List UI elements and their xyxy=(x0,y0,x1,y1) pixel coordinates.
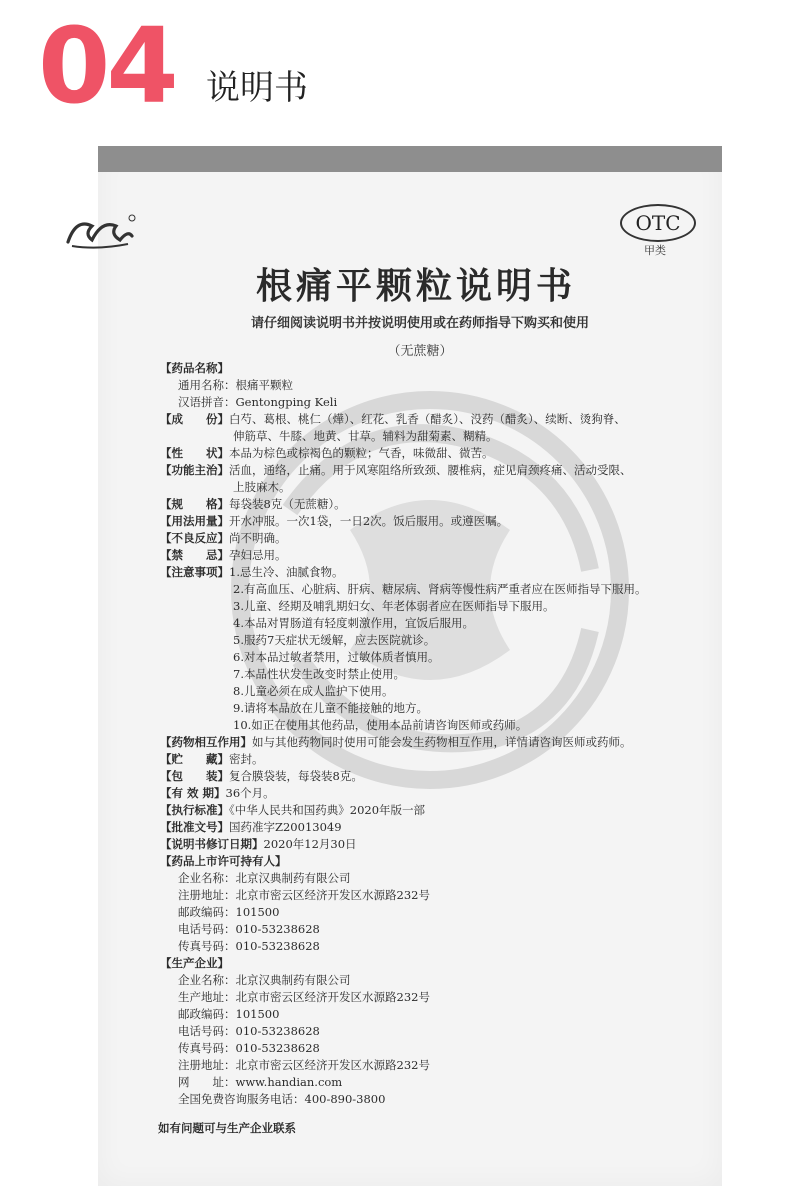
instruction-line xyxy=(233,429,498,444)
instruction-label: 【批准文号】 xyxy=(160,820,229,834)
instruction-line xyxy=(160,820,342,835)
instruction-label: 【贮 藏】 xyxy=(160,752,229,766)
instruction-line xyxy=(178,888,430,903)
instruction-text: 传真号码：010-53238628 xyxy=(178,939,320,953)
instruction-text: 邮政编码：101500 xyxy=(178,1007,280,1021)
brand-logo-icon xyxy=(62,212,136,252)
instruction-text: 全国免费咨询服务电话：400-890-3800 xyxy=(178,1092,386,1106)
instruction-label: 【成 份】 xyxy=(160,412,229,426)
instruction-line xyxy=(160,361,229,376)
instruction-label: 【药品名称】 xyxy=(160,361,229,375)
instruction-line xyxy=(160,837,357,852)
instruction-label: 【药品上市许可持有人】 xyxy=(160,854,287,868)
instruction-line xyxy=(178,922,320,937)
instruction-text: 7.本品性状发生改变时禁止使用。 xyxy=(233,667,405,681)
instruction-text: 1.忌生冷、油腻食物。 xyxy=(229,565,344,579)
instruction-text: 国药准字Z20013049 xyxy=(229,820,342,834)
instruction-text: 活血，通络，止痛。用于风寒阻络所致颈、腰椎病，症见肩颈疼痛、活动受限、 xyxy=(229,463,632,477)
instruction-line xyxy=(233,480,291,495)
instruction-text: 2020年12月30日 xyxy=(263,837,357,851)
instruction-line xyxy=(160,446,494,461)
instruction-label: 【包 装】 xyxy=(160,769,229,783)
instruction-text: 邮政编码：101500 xyxy=(178,905,280,919)
instruction-line xyxy=(178,1058,430,1073)
instruction-text: 10.如正在使用其他药品，使用本品前请咨询医师或药师。 xyxy=(233,718,528,732)
instruction-text: 5.服药7天症状无缓解，应去医院就诊。 xyxy=(233,633,436,647)
instruction-text: 尚不明确。 xyxy=(229,531,287,545)
instruction-text: 2.有高血压、心脏病、肝病、糖尿病、肾病等慢性病严重者应在医师指导下服用。 xyxy=(233,582,647,596)
instruction-line xyxy=(178,990,430,1005)
instruction-line xyxy=(178,378,293,393)
instruction-line xyxy=(160,548,287,563)
instruction-line xyxy=(233,684,393,699)
instruction-text: 上肢麻木。 xyxy=(233,480,291,494)
instruction-label: 【不良反应】 xyxy=(160,531,229,545)
instruction-line xyxy=(160,412,626,427)
instruction-line xyxy=(233,667,405,682)
instruction-line xyxy=(160,956,229,971)
otc-class: 甲类 xyxy=(644,244,666,257)
instruction-text: 汉语拼音：Gentongping Keli xyxy=(178,395,338,409)
instruction-line xyxy=(233,650,439,665)
instruction-line xyxy=(233,718,527,733)
instruction-label: 【用法用量】 xyxy=(160,514,229,528)
instruction-line xyxy=(178,973,351,988)
otc-badge: OTC xyxy=(620,204,696,242)
instruction-line xyxy=(233,582,646,597)
instruction-line xyxy=(160,463,632,478)
instruction-text: 本品为棕色或棕褐色的颗粒；气香，味微甜、微苦。 xyxy=(229,446,494,460)
instruction-line xyxy=(178,905,279,920)
instruction-line xyxy=(160,565,343,580)
instruction-text: 如与其他药物同时使用可能会发生药物相互作用，详情请咨询医师或药师。 xyxy=(252,735,632,749)
instruction-text: 注册地址：北京市密云区经济开发区水源路232号 xyxy=(178,888,430,902)
instruction-text: 开水冲服。一次1袋，一日2次。饭后服用。或遵医嘱。 xyxy=(229,514,509,528)
instruction-text: 8.儿童必须在成人监护下使用。 xyxy=(233,684,394,698)
instruction-text: 4.本品对胃肠道有轻度刺激作用，宜饭后服用。 xyxy=(233,616,474,630)
document-title: 根痛平颗粒说明书 xyxy=(255,266,576,307)
instruction-line xyxy=(233,616,474,631)
instruction-text: 网 址：www.handian.com xyxy=(178,1075,343,1089)
instruction-text: 孕妇忌用。 xyxy=(229,548,287,562)
instruction-text: 《中华人民共和国药典》2020年版一部 xyxy=(229,803,426,817)
instruction-text: 每袋装8克（无蔗糖）。 xyxy=(229,497,346,511)
instruction-line xyxy=(233,633,435,648)
instruction-label: 【性 状】 xyxy=(160,446,229,460)
instruction-label: 【药物相互作用】 xyxy=(160,735,252,749)
instruction-line xyxy=(160,803,425,818)
instruction-line xyxy=(160,735,632,750)
section-number: 04 xyxy=(38,5,175,127)
sheet-top-strip xyxy=(98,146,722,172)
instruction-text: 白芍、葛根、桃仁（燁）、红花、乳香（醋炙）、没药（醋炙）、续断、烫狗脊、 xyxy=(229,412,626,426)
instruction-text: 9.请将本品放在儿童不能接触的地方。 xyxy=(233,701,428,715)
no-sugar-note: （无蔗糖） xyxy=(387,344,453,359)
instruction-line xyxy=(160,531,287,546)
instruction-line xyxy=(178,871,351,886)
instruction-label: 【执行标准】 xyxy=(160,803,229,817)
document-subtitle: 请仔细阅读说明书并按说明使用或在药师指导下购买和使用 xyxy=(250,316,589,331)
instruction-line xyxy=(160,854,287,869)
instruction-line xyxy=(160,497,346,512)
instruction-text: 注册地址：北京市密云区经济开发区水源路232号 xyxy=(178,1058,430,1072)
instruction-line xyxy=(160,769,363,784)
instruction-line xyxy=(233,701,428,716)
instruction-line xyxy=(160,786,275,801)
instruction-text: 电话号码：010-53238628 xyxy=(178,1024,320,1038)
instruction-line xyxy=(178,939,320,954)
instruction-text: 密封。 xyxy=(229,752,264,766)
instruction-label: 【有 效 期】 xyxy=(160,786,226,800)
instruction-line xyxy=(178,395,337,410)
instruction-text: 6.对本品过敏者禁用，过敏体质者慎用。 xyxy=(233,650,440,664)
section-title: 说明书 xyxy=(206,68,308,108)
instruction-line xyxy=(178,1041,320,1056)
instruction-label: 【规 格】 xyxy=(160,497,229,511)
instruction-text: 企业名称：北京汉典制药有限公司 xyxy=(178,973,351,987)
instruction-line xyxy=(178,1092,385,1107)
instruction-text: 3.儿童、经期及哺乳期妇女、年老体弱者应在医师指导下服用。 xyxy=(233,599,555,613)
instruction-label: 【注意事项】 xyxy=(160,565,229,579)
instruction-text: 复合膜袋装，每袋装8克。 xyxy=(229,769,363,783)
instruction-text: 36个月。 xyxy=(225,786,275,800)
instruction-text: 生产地址：北京市密云区经济开发区水源路232号 xyxy=(178,990,430,1004)
instruction-line xyxy=(178,1007,279,1022)
footer-note: 如有问题可与生产企业联系 xyxy=(158,1121,296,1135)
instruction-text: 传真号码：010-53238628 xyxy=(178,1041,320,1055)
instruction-text: 电话号码：010-53238628 xyxy=(178,922,320,936)
instruction-line xyxy=(233,599,554,614)
instruction-line xyxy=(160,752,264,767)
instruction-line xyxy=(178,1075,342,1090)
instruction-label: 【生产企业】 xyxy=(160,956,229,970)
instruction-line xyxy=(178,1024,320,1039)
instruction-text: 企业名称：北京汉典制药有限公司 xyxy=(178,871,351,885)
instruction-text: 通用名称：根痛平颗粒 xyxy=(178,378,293,392)
instruction-label: 【说明书修订日期】 xyxy=(160,837,264,851)
instruction-label: 【禁 忌】 xyxy=(160,548,229,562)
instruction-label: 【功能主治】 xyxy=(160,463,229,477)
instruction-text: 伸筋草、牛膝、地黄、甘草。辅料为甜菊素、糊精。 xyxy=(233,429,498,443)
instruction-line xyxy=(160,514,508,529)
